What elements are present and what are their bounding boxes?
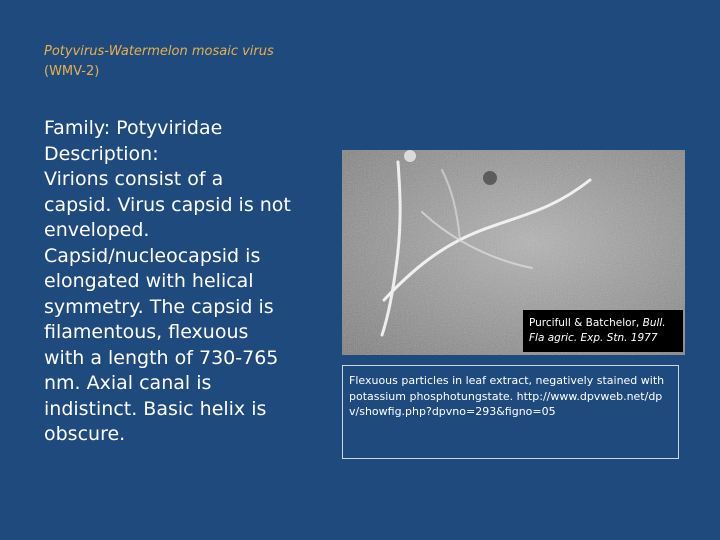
stain-blob [483,171,497,185]
stain-blob [404,150,416,162]
title-virus-name: Potyvirus-Watermelon mosaic virus [44,44,274,59]
family-label: Family: [44,117,111,139]
description-block [44,116,294,448]
title-virus-code: (WMV-2) [44,64,100,79]
description-label: Description: [44,142,159,165]
description-text: Virions consist of a capsid. Virus capsid is not enveloped. Capsid/nucleocapsid is elongated with helical symmetry. The capsid is filamentous, flexuous with a length of 730-765 nm. Axial canal is indistinct. Basic helix is obscure. [44,168,291,445]
caption-text: Flexuous particles in leaf extract, negatively stained with potassium phosphotungstate. [349,374,665,403]
credit-source: Bull. Fla agric. Exp. Stn. 1977 [529,317,666,344]
family-value: Potyviridae [116,117,223,139]
slide-title [44,42,274,82]
family-line [44,116,294,142]
caption-url[interactable]: http://www.dpvweb.net/dpv/showfig.php?dpvno=293&figno=05 [349,389,663,418]
credit-authors: Purcifull & Batchelor, [529,317,640,329]
image-caption [342,365,679,459]
image-credit [523,310,683,352]
